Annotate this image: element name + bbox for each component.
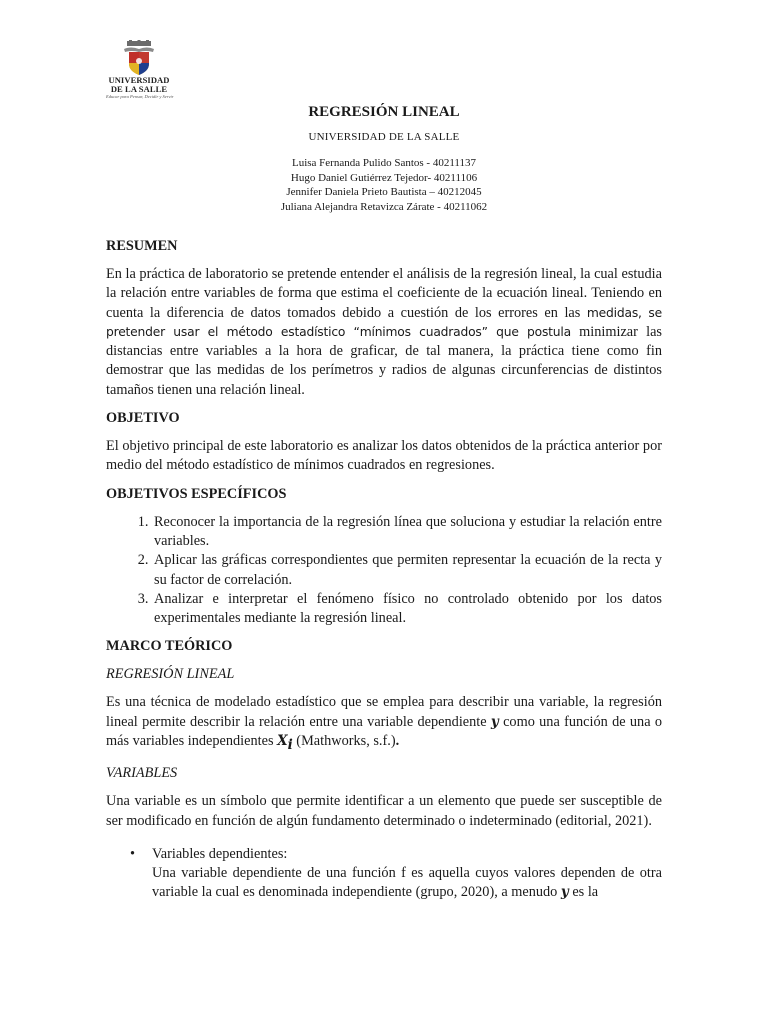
coat-of-arms-icon xyxy=(122,40,156,76)
resumen-paragraph xyxy=(106,265,662,400)
bullet-text xyxy=(152,864,662,903)
citation-text: (Mathworks, s.f.) xyxy=(292,733,396,750)
university-logo xyxy=(106,40,172,100)
document-body xyxy=(106,237,662,903)
specific-objectives-list xyxy=(106,513,662,629)
author-list xyxy=(0,156,768,214)
section-heading-objetivo: OBJETIVO xyxy=(106,410,180,427)
document-title: REGRESIÓN LINEAL xyxy=(308,104,460,120)
section-heading-marco-teorico: MARCO TEÓRICO xyxy=(106,638,233,655)
math-variable-y: y xyxy=(560,884,569,901)
resumen-text-part: En la práctica de laboratorio se pretende entender el análisis de la regresión lineal, la cual estudia la relación entre variables de forma que estima el coeficiente de la ecuación lineal. Teniendo en cuenta la diferencia de datos tomados debido a cuestión de los errores en las xyxy=(106,266,662,321)
author-line: Luisa Fernanda Pulido Santos - 40211137 xyxy=(291,157,477,169)
institution-name: UNIVERSIDAD DE LA SALLE xyxy=(308,131,460,143)
resumen-text-part: minimizar las distancias entre variables a la hora de graficar, de tal manera, la práctica tiene como fin demostrar que las medidas de los perímetros y radios de algunas circunferencias de distintos tamaños tienen una relación lineal. xyxy=(106,323,662,398)
university-logo-name: UNIVERSIDAD DE LA SALLE xyxy=(108,75,170,94)
list-item xyxy=(130,845,662,903)
list-item: 3. Analizar e interpretar el fenómeno físico no controlado obtenido por los datos experimentales mediante la regresión lineal. xyxy=(152,590,662,629)
author-line: Juliana Alejandra Retavizca Zárate - 40211062 xyxy=(280,200,488,213)
variables-bullet-list xyxy=(106,845,662,903)
resumen-text-sans: medidas, se pretender usar el método estadístico “mínimos cuadrados” que postula xyxy=(106,305,662,339)
bullet-icon: • xyxy=(130,845,136,862)
subheading-variables: VARIABLES xyxy=(106,765,178,782)
bullet-title: Variables dependientes: xyxy=(152,845,288,862)
text-part: Es una técnica de modelado estadístico que se emplea para describir una variable, la regresión lineal permite describir la relación entre una variable dependiente xyxy=(106,694,662,730)
author-line: Hugo Daniel Gutiérrez Tejedor- 40211106 xyxy=(290,171,478,184)
regresion-paragraph xyxy=(106,693,662,755)
bold-period: . xyxy=(395,733,400,750)
text-part: como una función de una o más variables independientes xyxy=(106,713,663,750)
list-item: 2. Aplicar las gráficas correspondientes que permiten representar la ecuación de la recta y su factor de correlación. xyxy=(152,551,662,590)
section-heading-resumen: RESUMEN xyxy=(106,238,178,254)
objetivo-paragraph: El objetivo principal de este laboratorio es analizar los datos obtenidos de la práctica anterior por medio del método estadístico de mínimos cuadrados en regresiones. xyxy=(106,438,662,474)
text-part: Una variable dependiente de una función f es aquella cuyos valores dependen de otra variable la cual es denominada independiente (grupo, 2020), a menudo xyxy=(152,865,662,901)
subheading-regresion-lineal: REGRESIÓN LINEAL xyxy=(106,666,235,683)
variables-paragraph: Una variable es un símbolo que permite identificar a un elemento que puede ser susceptible de ser modificado en función de algún fundamento determinado o indeterminado (editorial, 2021). xyxy=(106,793,662,829)
list-item: 1. Reconocer la importancia de la regresión línea que soluciona y estudiar la relación entre variables. xyxy=(152,513,662,552)
math-variable-x: X xyxy=(277,733,288,750)
text-part: es la xyxy=(568,884,599,901)
university-logo-motto: Educar para Pensar, Decidir y Servir xyxy=(106,94,174,99)
math-variable-y: y xyxy=(490,713,499,730)
section-heading-objetivos-especificos: OBJETIVOS ESPECÍFICOS xyxy=(106,485,287,502)
author-line: Jennifer Daniela Prieto Bautista – 40212045 xyxy=(286,186,482,198)
math-subscript-i: i xyxy=(287,736,293,753)
